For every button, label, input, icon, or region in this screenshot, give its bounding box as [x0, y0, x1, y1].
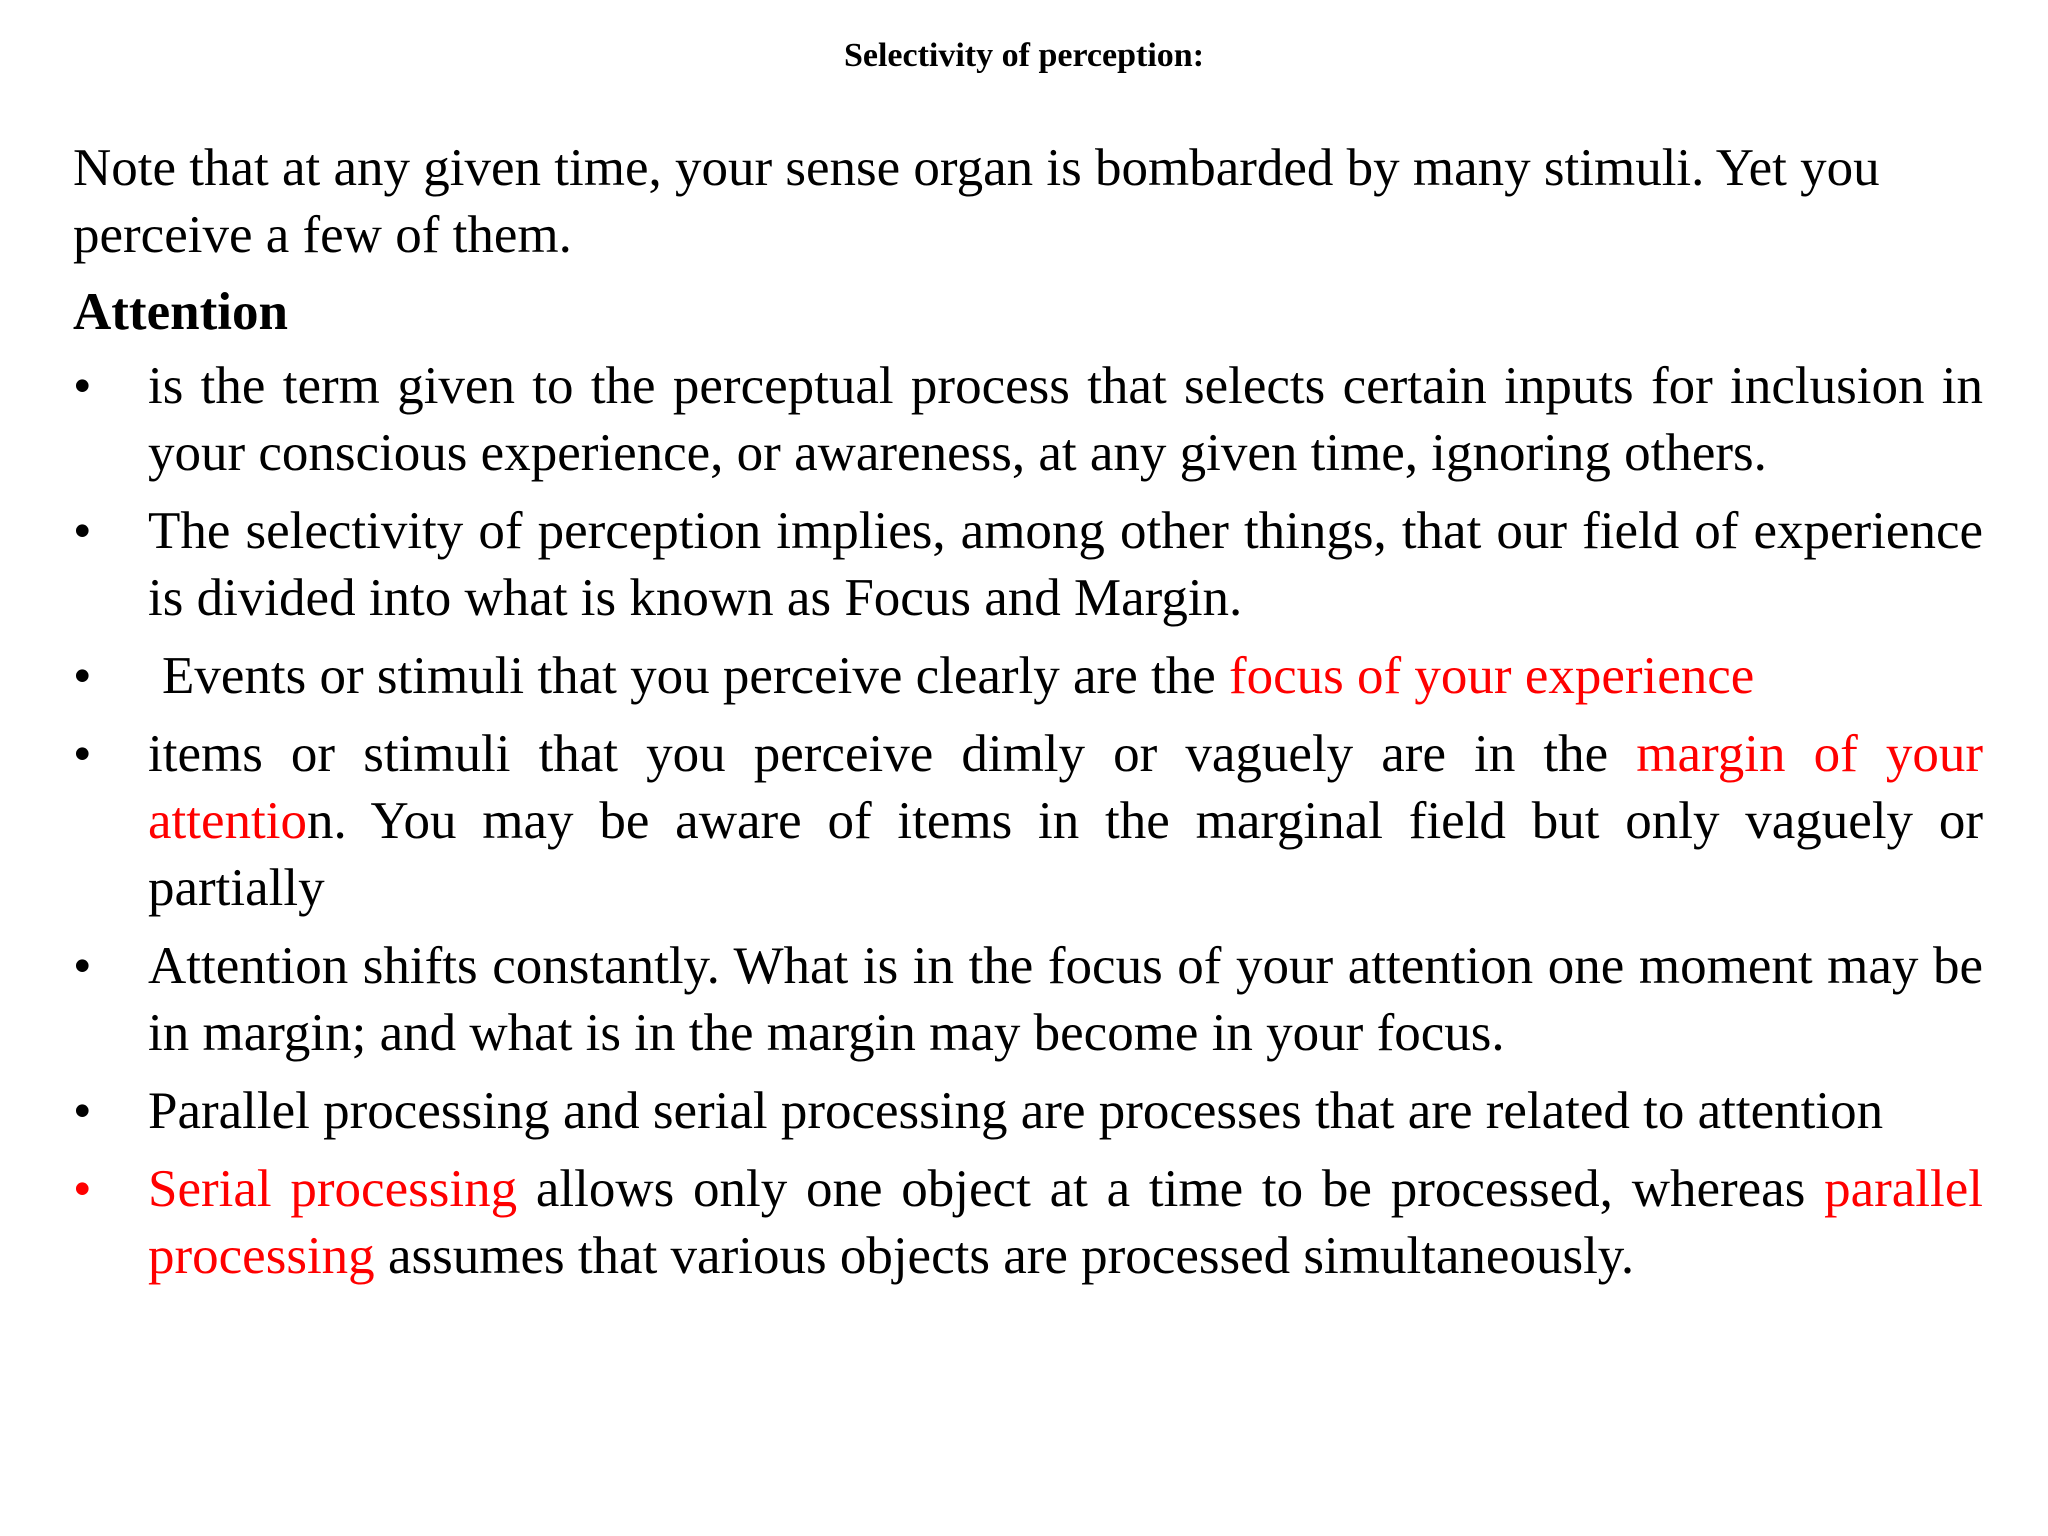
bullet-text: The selectivity of perception implies, among other things, that our field of experience is divided into what is known as Focus and Margin. — [148, 502, 1983, 627]
bullet-text: is the term given to the perceptual process that selects certain inputs for inclusion in your conscious experience, or awareness, at any given time, ignoring others. — [148, 357, 1983, 482]
bullet-icon: • — [73, 1160, 92, 1218]
highlighted-term: margin of your attentio — [148, 725, 1983, 850]
highlighted-term: parallel processing — [148, 1160, 1984, 1285]
bullet-item — [73, 721, 1983, 922]
section-heading: Attention — [73, 283, 288, 341]
bullet-item — [73, 498, 1983, 632]
highlighted-term: Serial processing — [148, 1160, 518, 1218]
bullet-icon: • — [73, 502, 92, 560]
bullet-item — [73, 643, 1983, 710]
slide-title: Selectivity of perception: — [843, 37, 1205, 74]
bullet-list — [73, 353, 1983, 1290]
bullet-item — [73, 1078, 1983, 1145]
bullet-text-continued: assumes that various objects are processed simultaneously. — [374, 1227, 1635, 1285]
bullet-icon: • — [73, 937, 92, 995]
bullet-text: Parallel processing and serial processing are processes that are related to attention — [148, 1082, 1884, 1140]
slide-body — [73, 135, 1983, 1301]
bullet-text: items or stimuli that you perceive dimly or vaguely are in the — [148, 725, 1637, 783]
bullet-icon: • — [73, 647, 92, 705]
bullet-text: Attention shifts constantly. What is in the focus of your attention one moment may be in margin; and what is in the margin may become in your focus. — [148, 937, 1983, 1062]
intro-paragraph: Note that at any given time, your sense organ is bombarded by many stimuli. Yet you perceive a few of them. — [73, 139, 1880, 264]
bullet-icon: • — [73, 1082, 92, 1140]
highlighted-term: focus of your experience — [1228, 647, 1755, 705]
bullet-text: Events or stimuli that you perceive clearly are the — [162, 647, 1229, 705]
bullet-text: allows only one object at a time to be processed, whereas — [517, 1160, 1825, 1218]
bullet-text-continued: n. You may be aware of items in the marginal field but only vaguely or partially — [148, 792, 1983, 917]
bullet-item — [73, 1156, 1983, 1290]
bullet-item — [73, 933, 1983, 1067]
bullet-item — [73, 353, 1983, 487]
bullet-icon: • — [73, 725, 92, 783]
bullet-icon: • — [73, 357, 92, 415]
